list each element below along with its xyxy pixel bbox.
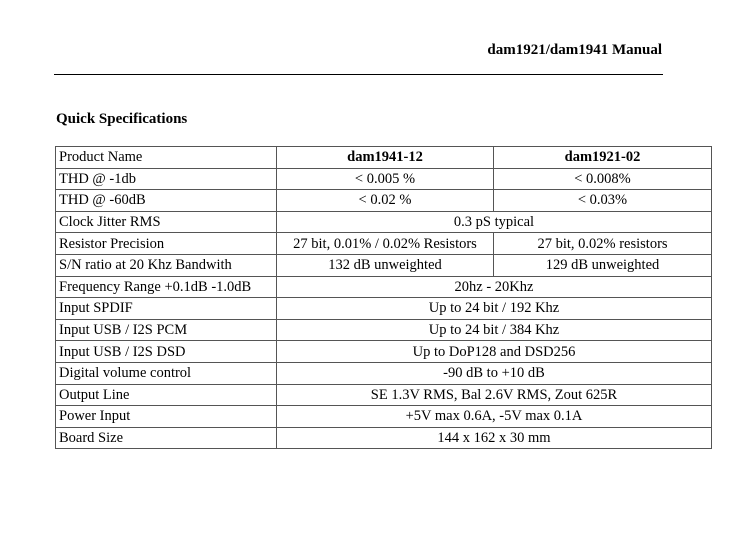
table-row <box>56 254 712 276</box>
row-value-shared: Up to 24 bit / 384 Khz <box>277 319 712 341</box>
row-value-dam1941: < 0.005 % <box>277 168 494 190</box>
table-row <box>56 211 712 233</box>
row-value-shared: 144 x 162 x 30 mm <box>277 427 712 449</box>
row-value-shared: 0.3 pS typical <box>277 211 712 233</box>
row-label: Board Size <box>56 427 277 449</box>
row-label: THD @ -60dB <box>56 190 277 212</box>
row-value-dam1941: < 0.02 % <box>277 190 494 212</box>
table-row <box>56 406 712 428</box>
row-label: Input USB / I2S PCM <box>56 319 277 341</box>
row-label: Clock Jitter RMS <box>56 211 277 233</box>
row-label: Input SPDIF <box>56 298 277 320</box>
table-row <box>56 384 712 406</box>
section-title: Quick Specifications <box>56 111 188 127</box>
table-header-row <box>56 147 712 169</box>
row-value-shared: 20hz - 20Khz <box>277 276 712 298</box>
row-label: Resistor Precision <box>56 233 277 255</box>
table-row <box>56 168 712 190</box>
specifications-table <box>55 146 712 449</box>
header-model-dam1941: dam1941-12 <box>277 147 494 169</box>
header-model-dam1921: dam1921-02 <box>494 147 712 169</box>
row-label: THD @ -1db <box>56 168 277 190</box>
row-value-shared: -90 dB to +10 dB <box>277 362 712 384</box>
row-value-dam1921: 27 bit, 0.02% resistors <box>494 233 712 255</box>
row-label: S/N ratio at 20 Khz Bandwith <box>56 254 277 276</box>
row-value-dam1921: < 0.03% <box>494 190 712 212</box>
table-row <box>56 319 712 341</box>
header-label-cell: Product Name <box>56 147 277 169</box>
manual-title: dam1921/dam1941 Manual <box>487 42 662 58</box>
row-label: Power Input <box>56 406 277 428</box>
table-row <box>56 276 712 298</box>
row-value-dam1941: 27 bit, 0.01% / 0.02% Resistors <box>277 233 494 255</box>
table-row <box>56 427 712 449</box>
table-row <box>56 298 712 320</box>
row-value-shared: Up to DoP128 and DSD256 <box>277 341 712 363</box>
table-row <box>56 190 712 212</box>
row-label: Frequency Range +0.1dB -1.0dB <box>56 276 277 298</box>
table-row <box>56 233 712 255</box>
table-row <box>56 362 712 384</box>
row-label: Input USB / I2S DSD <box>56 341 277 363</box>
row-value-shared: +5V max 0.6A, -5V max 0.1A <box>277 406 712 428</box>
row-value-shared: SE 1.3V RMS, Bal 2.6V RMS, Zout 625R <box>277 384 712 406</box>
header-divider <box>54 74 663 75</box>
row-label: Digital volume control <box>56 362 277 384</box>
table-row <box>56 341 712 363</box>
row-value-dam1941: 132 dB unweighted <box>277 254 494 276</box>
row-value-dam1921: < 0.008% <box>494 168 712 190</box>
row-value-dam1921: 129 dB unweighted <box>494 254 712 276</box>
row-value-shared: Up to 24 bit / 192 Khz <box>277 298 712 320</box>
row-label: Output Line <box>56 384 277 406</box>
